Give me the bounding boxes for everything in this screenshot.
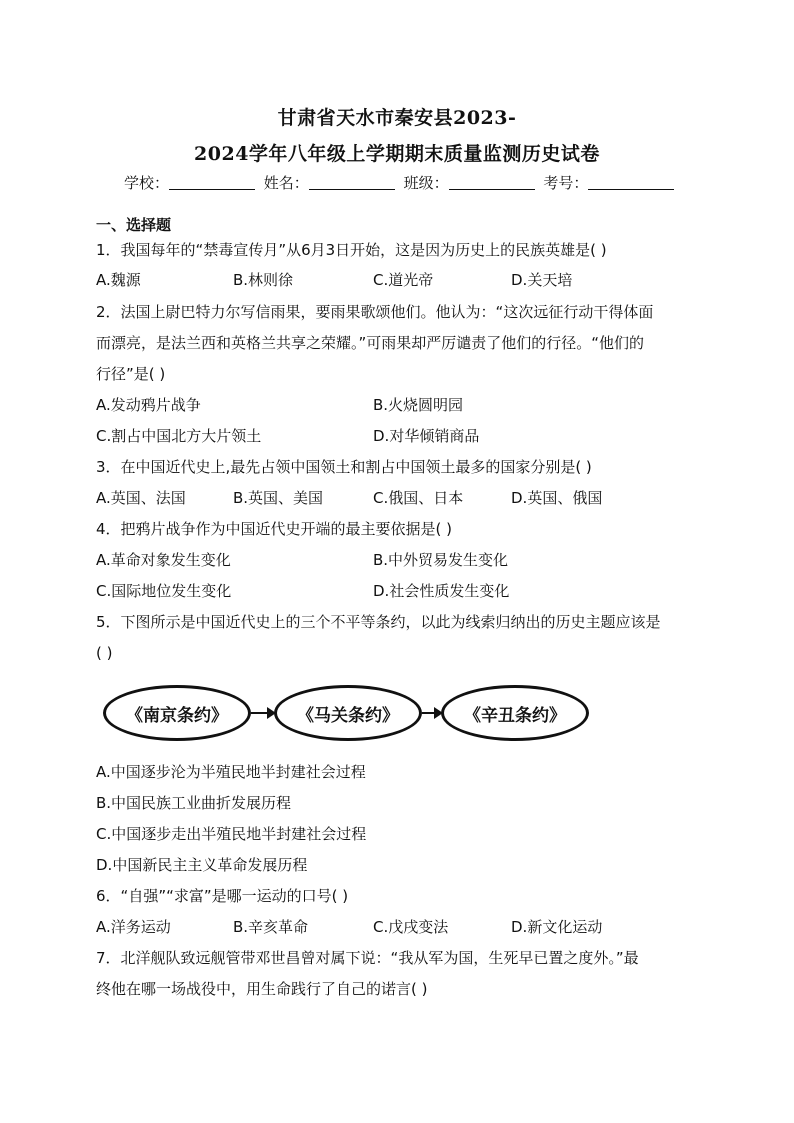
name-blank[interactable] — [309, 175, 395, 190]
question-6-stem: 6．“自强”“求富”是哪一运动的口号( ) — [96, 887, 349, 905]
question-4-option-a: A.革命对象发生变化 — [96, 551, 231, 569]
question-7-stem-line2: 终他在哪一场战役中，用生命践行了自己的诺言( ) — [96, 980, 428, 998]
question-5-option-b: B.中国民族工业曲折发展历程 — [96, 794, 292, 812]
class-label: 班级： — [403, 174, 449, 192]
question-4-option-c: C.国际地位发生变化 — [96, 582, 232, 600]
question-7-stem-line1: 7．北洋舰队致远舰管带邓世昌曾对属下说：“我从军为国，生死早已置之度外。”最 — [96, 949, 639, 967]
question-1-option-c: C.道光帝 — [373, 271, 434, 289]
question-1-option-b: B.林则徐 — [233, 271, 294, 289]
question-5-stem-line2: ( ) — [96, 644, 113, 662]
school-label: 学校： — [124, 174, 170, 192]
question-2-option-c: C.割占中国北方大片领土 — [96, 427, 262, 445]
question-5-option-d: D.中国新民主主义革命发展历程 — [96, 856, 308, 874]
question-3-option-b: B.英国、美国 — [233, 489, 324, 507]
exam-number-label: 考号： — [543, 174, 589, 192]
exam-title-line2: 2024学年八年级上学期期末质量监测历史试卷 — [194, 143, 600, 165]
question-3-option-c: C.俄国、日本 — [373, 489, 464, 507]
question-1-option-a: A.魏源 — [96, 271, 141, 289]
flow-arrow-2 — [422, 712, 441, 714]
question-2-stem-line3: 行径”是( ) — [96, 365, 166, 383]
question-5-option-c: C.中国逐步走出半殖民地半封建社会过程 — [96, 825, 367, 843]
school-blank[interactable] — [169, 175, 255, 190]
question-1-stem: 1．我国每年的“禁毒宣传月”从6月3日开始，这是因为历史上的民族英雄是( ) — [96, 241, 607, 259]
treaty-oval-maguan: 《马关条约》 — [274, 685, 422, 741]
question-2-stem-line2: 而漂亮，是法兰西和英格兰共享之荣耀。”可雨果却严厉谴责了他们的行径。“他们的 — [96, 334, 645, 352]
question-2-stem-line1: 2．法国上尉巴特力尔写信雨果，要雨果歌颂他们。他认为：“这次远征行动干得体面 — [96, 303, 654, 321]
question-2-option-a: A.发动鸦片战争 — [96, 396, 201, 414]
question-3-option-a: A.英国、法国 — [96, 489, 186, 507]
question-3-option-d: D.英国、俄国 — [511, 489, 603, 507]
question-6-option-c: C.戊戌变法 — [373, 918, 449, 936]
treaty-oval-nanjing: 《南京条约》 — [103, 685, 251, 741]
treaty-oval-xinchou: 《辛丑条约》 — [441, 685, 589, 741]
question-6-option-b: B.辛亥革命 — [233, 918, 309, 936]
class-blank[interactable] — [449, 175, 535, 190]
question-5-option-a: A.中国逐步沦为半殖民地半封建社会过程 — [96, 763, 366, 781]
question-2-option-b: B.火烧圆明园 — [373, 396, 464, 414]
question-2-option-d: D.对华倾销商品 — [373, 427, 480, 445]
flow-arrow-1 — [251, 712, 274, 714]
student-info-row — [124, 172, 678, 193]
question-4-option-b: B.中外贸易发生变化 — [373, 551, 509, 569]
question-3-stem: 3．在中国近代史上,最先占领中国领土和割占中国领土最多的国家分别是( ) — [96, 458, 592, 476]
section-heading: 一、选择题 — [96, 216, 172, 234]
treaty-flow-diagram — [103, 685, 589, 747]
name-label: 姓名： — [263, 174, 309, 192]
question-1-option-d: D.关天培 — [511, 271, 573, 289]
question-6-option-d: D.新文化运动 — [511, 918, 603, 936]
exam-number-blank[interactable] — [588, 175, 674, 190]
question-4-stem: 4．把鸦片战争作为中国近代史开端的最主要依据是( ) — [96, 520, 453, 538]
question-5-stem-line1: 5．下图所示是中国近代史上的三个不平等条约，以此为线索归纳出的历史主题应该是 — [96, 613, 661, 631]
exam-title-line1: 甘肃省天水市秦安县2023- — [277, 107, 517, 129]
question-6-option-a: A.洋务运动 — [96, 918, 171, 936]
question-4-option-d: D.社会性质发生变化 — [373, 582, 510, 600]
